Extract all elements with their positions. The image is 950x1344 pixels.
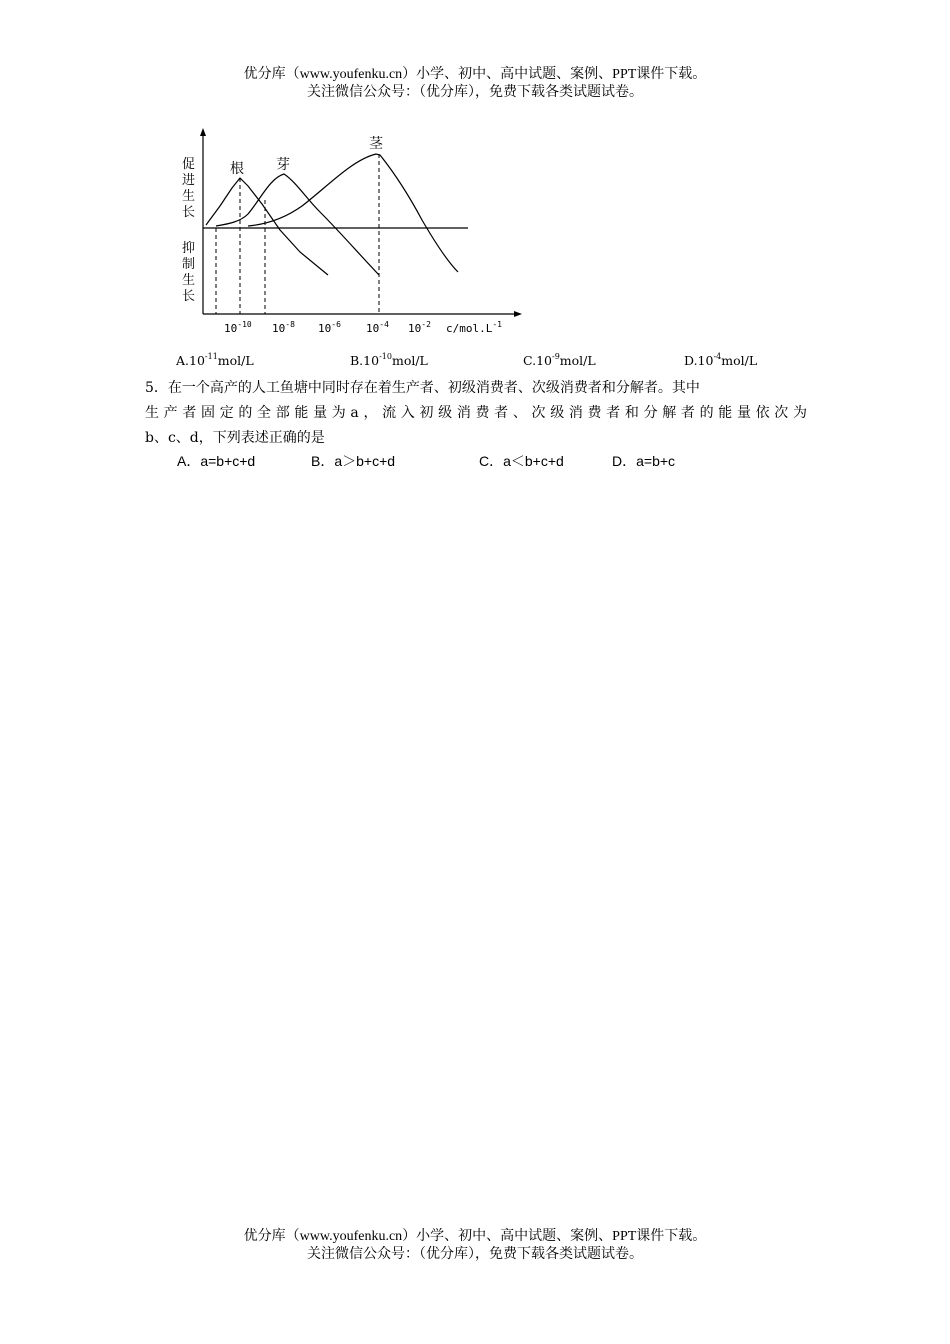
root-curve — [206, 178, 328, 275]
y-upper-label-3: 生 — [182, 189, 196, 204]
page-header — [0, 66, 950, 102]
header-line-1: 优分库（www.youfenku.cn）小学、初中、高中试题、案例、PPT课件下载。 — [243, 67, 707, 82]
y-lower-label-4: 长 — [182, 289, 196, 304]
q5-option-b: B．a＞b+c+d — [311, 453, 396, 469]
y-lower-label-3: 生 — [182, 273, 196, 288]
stem-label: 茎 — [369, 136, 383, 152]
q4-option-a: $A.10^{-11}mol/L$ — [176, 352, 254, 368]
page-footer — [0, 1228, 950, 1264]
q5-stem-line-1: 5．在一个高产的人工鱼塘中同时存在着生产者、初级消费者、次级消费者和分解者。其中 — [145, 380, 700, 396]
header-line-2: 关注微信公众号：（优分库），免费下载各类试题试卷。 — [307, 85, 643, 100]
y-lower-label-1: 抑 — [182, 241, 196, 256]
y-axis-arrow — [200, 128, 206, 136]
y-upper-label-1: 促 — [182, 157, 196, 172]
footer-line-2: 关注微信公众号：（优分库），免费下载各类试题试卷。 — [307, 1247, 643, 1262]
root-label: 根 — [230, 161, 244, 177]
question-5-options — [0, 451, 950, 471]
y-upper-label-4: 长 — [182, 205, 196, 220]
q5-stem-line-3: b、c、d，下列表述正确的是 — [145, 430, 325, 446]
x-tick-5: $10^{-2}$ — [408, 320, 431, 335]
x-tick-1: $10^{-10}$ — [224, 320, 252, 335]
y-lower-label-2: 制 — [182, 257, 196, 272]
q5-stem-line-2: 生产者固定的全部能量为a，流入初级消费者、次级消费者和分解者的能量依次为 — [145, 405, 807, 421]
x-tick-3: $10^{-6}$ — [318, 320, 341, 335]
x-unit-label: $c/mol.L^{-1}$ — [446, 320, 502, 335]
x-tick-2: $10^{-8}$ — [272, 320, 295, 335]
q4-option-b: $B.10^{-10}mol/L$ — [350, 352, 428, 368]
footer-line-1: 优分库（www.youfenku.cn）小学、初中、高中试题、案例、PPT课件下载。 — [243, 1229, 707, 1244]
question-4-options — [0, 352, 950, 372]
q5-option-a: A．a=b+c+d — [177, 453, 256, 469]
q4-option-d: $D.10^{-4}mol/L$ — [684, 352, 758, 368]
question-5 — [145, 376, 807, 451]
q5-option-d: D．a=b+c — [612, 453, 676, 469]
q4-option-c: $C.10^{-9}mol/L$ — [523, 352, 596, 368]
auxin-concentration-graph — [170, 120, 530, 340]
bud-curve — [216, 174, 379, 275]
q5-option-c: C．a＜b+c+d — [479, 453, 564, 469]
x-axis-arrow — [514, 311, 522, 317]
bud-label: 芽 — [276, 157, 290, 173]
x-tick-4: $10^{-4}$ — [366, 320, 389, 335]
y-upper-label-2: 进 — [182, 173, 196, 188]
